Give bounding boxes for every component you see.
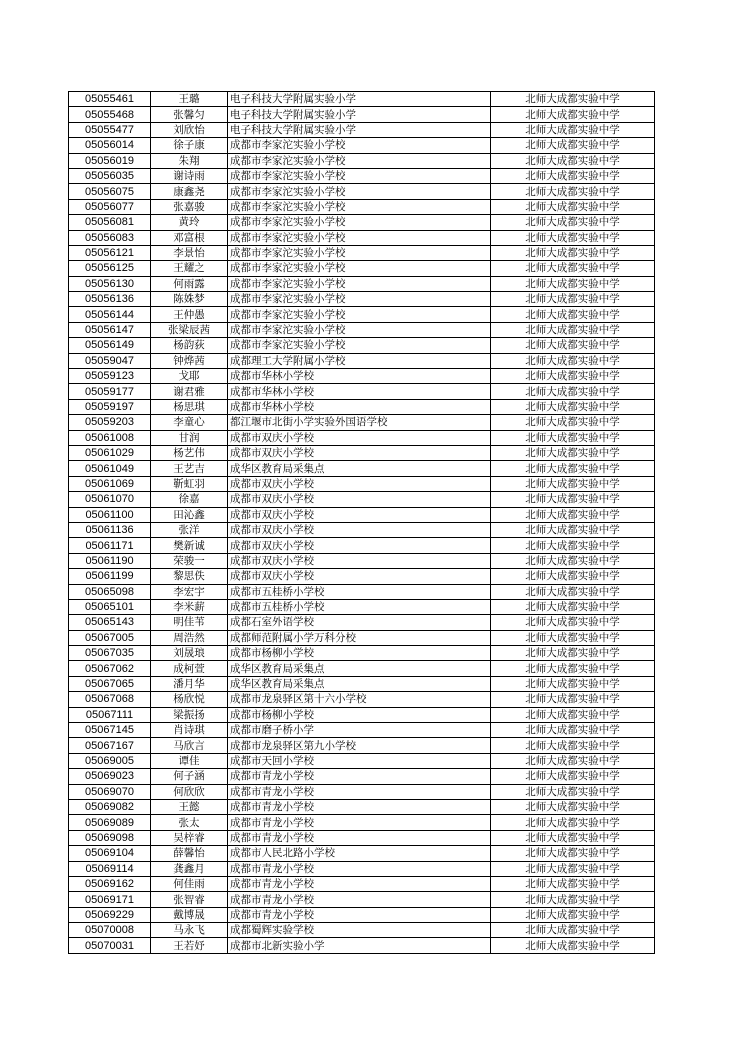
- admitted-school-cell: 北师大成都实验中学: [491, 276, 655, 291]
- student-id-cell: 05056121: [69, 245, 151, 260]
- admitted-school-cell: 北师大成都实验中学: [491, 261, 655, 276]
- table-row: [69, 384, 655, 399]
- student-id-cell: 05055468: [69, 107, 151, 122]
- admitted-school-cell: 北师大成都实验中学: [491, 815, 655, 830]
- table-row: [69, 753, 655, 768]
- table-row: [69, 938, 655, 953]
- admitted-school-cell: 北师大成都实验中学: [491, 522, 655, 537]
- student-id-cell: 05059047: [69, 353, 151, 368]
- admitted-school-cell: 北师大成都实验中学: [491, 569, 655, 584]
- primary-school-cell: 成都市双庆小学校: [228, 553, 491, 568]
- student-name-cell: 何欣欣: [151, 784, 228, 799]
- table-row: [69, 538, 655, 553]
- student-name-cell: 杨欣悦: [151, 692, 228, 707]
- table-row: [69, 353, 655, 368]
- admitted-school-cell: 北师大成都实验中学: [491, 538, 655, 553]
- student-id-cell: 05056077: [69, 199, 151, 214]
- admitted-school-cell: 北师大成都实验中学: [491, 199, 655, 214]
- table-row: [69, 445, 655, 460]
- admitted-school-cell: 北师大成都实验中学: [491, 661, 655, 676]
- admitted-school-cell: 北师大成都实验中学: [491, 646, 655, 661]
- student-name-cell: 梁振扬: [151, 707, 228, 722]
- table-row: [69, 168, 655, 183]
- admitted-school-cell: 北师大成都实验中学: [491, 184, 655, 199]
- student-name-cell: 李宏宇: [151, 584, 228, 599]
- table-row: [69, 615, 655, 630]
- table-row: [69, 553, 655, 568]
- student-name-cell: 张馨匀: [151, 107, 228, 122]
- admitted-school-cell: 北师大成都实验中学: [491, 630, 655, 645]
- primary-school-cell: 成都市青龙小学校: [228, 784, 491, 799]
- student-id-cell: 05055477: [69, 122, 151, 137]
- student-name-cell: 田沁鑫: [151, 507, 228, 522]
- primary-school-cell: 成都市李家沱实验小学校: [228, 168, 491, 183]
- primary-school-cell: 成都市双庆小学校: [228, 507, 491, 522]
- student-name-cell: 康鑫尧: [151, 184, 228, 199]
- student-id-cell: 05056014: [69, 138, 151, 153]
- student-id-cell: 05069114: [69, 861, 151, 876]
- primary-school-cell: 成都市双庆小学校: [228, 522, 491, 537]
- admitted-school-cell: 北师大成都实验中学: [491, 692, 655, 707]
- admitted-school-cell: 北师大成都实验中学: [491, 168, 655, 183]
- student-name-cell: 何佳雨: [151, 876, 228, 891]
- table-row: [69, 907, 655, 922]
- primary-school-cell: 电子科技大学附属实验小学: [228, 92, 491, 107]
- primary-school-cell: 成都市青龙小学校: [228, 876, 491, 891]
- primary-school-cell: 成都市李家沱实验小学校: [228, 153, 491, 168]
- admitted-school-cell: 北师大成都实验中学: [491, 92, 655, 107]
- table-row: [69, 522, 655, 537]
- admitted-school-cell: 北师大成都实验中学: [491, 445, 655, 460]
- student-name-cell: 张嘉骏: [151, 199, 228, 214]
- table-row: [69, 815, 655, 830]
- table-row: [69, 184, 655, 199]
- student-id-cell: 05061069: [69, 476, 151, 491]
- student-name-cell: 杨思琪: [151, 399, 228, 414]
- primary-school-cell: 成都理工大学附属小学校: [228, 353, 491, 368]
- student-id-cell: 05056147: [69, 322, 151, 337]
- student-name-cell: 王若妤: [151, 938, 228, 953]
- student-id-cell: 05065101: [69, 599, 151, 614]
- student-id-cell: 05059123: [69, 369, 151, 384]
- admitted-school-cell: 北师大成都实验中学: [491, 584, 655, 599]
- table-row: [69, 476, 655, 491]
- table-row: [69, 322, 655, 337]
- admitted-school-cell: 北师大成都实验中学: [491, 830, 655, 845]
- student-id-cell: 05061199: [69, 569, 151, 584]
- admitted-school-cell: 北师大成都实验中学: [491, 769, 655, 784]
- table-row: [69, 846, 655, 861]
- primary-school-cell: 成都市双庆小学校: [228, 430, 491, 445]
- student-id-cell: 05056019: [69, 153, 151, 168]
- admitted-school-cell: 北师大成都实验中学: [491, 923, 655, 938]
- admitted-school-cell: 北师大成都实验中学: [491, 753, 655, 768]
- primary-school-cell: 成都市华林小学校: [228, 369, 491, 384]
- table-row: [69, 784, 655, 799]
- admitted-school-cell: 北师大成都实验中学: [491, 461, 655, 476]
- admitted-school-cell: 北师大成都实验中学: [491, 322, 655, 337]
- table-row: [69, 338, 655, 353]
- student-name-cell: 黎思佚: [151, 569, 228, 584]
- admitted-school-cell: 北师大成都实验中学: [491, 292, 655, 307]
- student-name-cell: 荣骏一: [151, 553, 228, 568]
- student-name-cell: 刘欣怡: [151, 122, 228, 137]
- student-name-cell: 潘月华: [151, 676, 228, 691]
- admitted-school-cell: 北师大成都实验中学: [491, 907, 655, 922]
- student-name-cell: 周浩然: [151, 630, 228, 645]
- admitted-school-cell: 北师大成都实验中学: [491, 215, 655, 230]
- primary-school-cell: 成都市李家沱实验小学校: [228, 215, 491, 230]
- student-id-cell: 05067068: [69, 692, 151, 707]
- admitted-school-cell: 北师大成都实验中学: [491, 861, 655, 876]
- admitted-school-cell: 北师大成都实验中学: [491, 846, 655, 861]
- student-id-cell: 05056149: [69, 338, 151, 353]
- student-name-cell: 张洋: [151, 522, 228, 537]
- student-id-cell: 05069005: [69, 753, 151, 768]
- primary-school-cell: 成都市双庆小学校: [228, 445, 491, 460]
- primary-school-cell: 成都市青龙小学校: [228, 799, 491, 814]
- table-row: [69, 430, 655, 445]
- student-id-cell: 05065143: [69, 615, 151, 630]
- primary-school-cell: 成都市双庆小学校: [228, 569, 491, 584]
- admitted-school-cell: 北师大成都实验中学: [491, 476, 655, 491]
- primary-school-cell: 成华区教育局采集点: [228, 661, 491, 676]
- student-name-cell: 王仲愚: [151, 307, 228, 322]
- student-name-cell: 黄玲: [151, 215, 228, 230]
- primary-school-cell: 成都市双庆小学校: [228, 476, 491, 491]
- table-row: [69, 199, 655, 214]
- student-id-cell: 05069098: [69, 830, 151, 845]
- student-name-cell: 肖诗琪: [151, 723, 228, 738]
- student-id-cell: 05056035: [69, 168, 151, 183]
- primary-school-cell: 成都市五桂桥小学校: [228, 584, 491, 599]
- student-id-cell: 05061100: [69, 507, 151, 522]
- student-name-cell: 刘晟琅: [151, 646, 228, 661]
- table-row: [69, 692, 655, 707]
- primary-school-cell: 成华区教育局采集点: [228, 676, 491, 691]
- student-name-cell: 徐嘉: [151, 492, 228, 507]
- student-id-cell: 05056136: [69, 292, 151, 307]
- student-id-cell: 05061049: [69, 461, 151, 476]
- admitted-school-cell: 北师大成都实验中学: [491, 938, 655, 953]
- student-id-cell: 05056083: [69, 230, 151, 245]
- admitted-school-cell: 北师大成都实验中学: [491, 245, 655, 260]
- primary-school-cell: 成都市李家沱实验小学校: [228, 184, 491, 199]
- student-id-cell: 05067065: [69, 676, 151, 691]
- primary-school-cell: 成都市李家沱实验小学校: [228, 307, 491, 322]
- table-row: [69, 415, 655, 430]
- primary-school-cell: 成都市李家沱实验小学校: [228, 276, 491, 291]
- student-id-cell: 05061171: [69, 538, 151, 553]
- table-row: [69, 923, 655, 938]
- student-id-cell: 05067005: [69, 630, 151, 645]
- student-name-cell: 靳虹羽: [151, 476, 228, 491]
- student-name-cell: 谭佳: [151, 753, 228, 768]
- primary-school-cell: 成都市李家沱实验小学校: [228, 338, 491, 353]
- admitted-school-cell: 北师大成都实验中学: [491, 799, 655, 814]
- primary-school-cell: 成都市青龙小学校: [228, 769, 491, 784]
- student-name-cell: 谢诗雨: [151, 168, 228, 183]
- table-row: [69, 799, 655, 814]
- primary-school-cell: 成都市华林小学校: [228, 399, 491, 414]
- primary-school-cell: 成都市青龙小学校: [228, 907, 491, 922]
- student-id-cell: 05069171: [69, 892, 151, 907]
- admitted-school-cell: 北师大成都实验中学: [491, 615, 655, 630]
- student-name-cell: 何雨露: [151, 276, 228, 291]
- admitted-school-cell: 北师大成都实验中学: [491, 415, 655, 430]
- primary-school-cell: 成都市杨柳小学校: [228, 646, 491, 661]
- student-id-cell: 05059197: [69, 399, 151, 414]
- student-id-cell: 05069162: [69, 876, 151, 891]
- table-row: [69, 92, 655, 107]
- table-row: [69, 723, 655, 738]
- student-name-cell: 戴博晟: [151, 907, 228, 922]
- student-name-cell: 成柯萱: [151, 661, 228, 676]
- student-id-cell: 05070031: [69, 938, 151, 953]
- admitted-school-cell: 北师大成都实验中学: [491, 876, 655, 891]
- admitted-school-cell: 北师大成都实验中学: [491, 122, 655, 137]
- table-row: [69, 153, 655, 168]
- student-name-cell: 张太: [151, 815, 228, 830]
- table-row: [69, 245, 655, 260]
- student-id-cell: 05069089: [69, 815, 151, 830]
- admitted-school-cell: 北师大成都实验中学: [491, 307, 655, 322]
- student-name-cell: 何子涵: [151, 769, 228, 784]
- admitted-school-cell: 北师大成都实验中学: [491, 107, 655, 122]
- primary-school-cell: 成都市李家沱实验小学校: [228, 245, 491, 260]
- student-name-cell: 王懿: [151, 799, 228, 814]
- table-row: [69, 399, 655, 414]
- student-name-cell: 王艺吉: [151, 461, 228, 476]
- student-id-cell: 05056144: [69, 307, 151, 322]
- student-id-cell: 05056130: [69, 276, 151, 291]
- table-row: [69, 646, 655, 661]
- admitted-school-cell: 北师大成都实验中学: [491, 599, 655, 614]
- primary-school-cell: 电子科技大学附属实验小学: [228, 107, 491, 122]
- primary-school-cell: 成都市李家沱实验小学校: [228, 322, 491, 337]
- primary-school-cell: 成都市青龙小学校: [228, 861, 491, 876]
- table-row: [69, 138, 655, 153]
- student-name-cell: 李童心: [151, 415, 228, 430]
- table-row: [69, 230, 655, 245]
- primary-school-cell: 成华区教育局采集点: [228, 461, 491, 476]
- table-row: [69, 707, 655, 722]
- student-id-cell: 05069023: [69, 769, 151, 784]
- primary-school-cell: 成都市李家沱实验小学校: [228, 199, 491, 214]
- primary-school-cell: 成都市李家沱实验小学校: [228, 230, 491, 245]
- primary-school-cell: 成都石室外语学校: [228, 615, 491, 630]
- student-name-cell: 徐子康: [151, 138, 228, 153]
- primary-school-cell: 成都市李家沱实验小学校: [228, 261, 491, 276]
- admitted-school-cell: 北师大成都实验中学: [491, 353, 655, 368]
- student-name-cell: 戈耶: [151, 369, 228, 384]
- table-row: [69, 261, 655, 276]
- primary-school-cell: 成都市双庆小学校: [228, 492, 491, 507]
- student-name-cell: 甘润: [151, 430, 228, 445]
- student-id-cell: 05069082: [69, 799, 151, 814]
- student-table: [68, 91, 655, 954]
- student-id-cell: 05056075: [69, 184, 151, 199]
- student-id-cell: 05069229: [69, 907, 151, 922]
- admitted-school-cell: 北师大成都实验中学: [491, 738, 655, 753]
- table-row: [69, 738, 655, 753]
- student-name-cell: 邓富根: [151, 230, 228, 245]
- student-name-cell: 明佳苇: [151, 615, 228, 630]
- student-id-cell: 05055461: [69, 92, 151, 107]
- admitted-school-cell: 北师大成都实验中学: [491, 553, 655, 568]
- student-name-cell: 李景怡: [151, 245, 228, 260]
- student-name-cell: 王耀之: [151, 261, 228, 276]
- student-id-cell: 05061070: [69, 492, 151, 507]
- table-row: [69, 276, 655, 291]
- primary-school-cell: 电子科技大学附属实验小学: [228, 122, 491, 137]
- table-row: [69, 492, 655, 507]
- table-row: [69, 307, 655, 322]
- primary-school-cell: 成都市青龙小学校: [228, 815, 491, 830]
- table-row: [69, 215, 655, 230]
- admitted-school-cell: 北师大成都实验中学: [491, 784, 655, 799]
- primary-school-cell: 成都蜀辉实验学校: [228, 923, 491, 938]
- student-id-cell: 05061008: [69, 430, 151, 445]
- student-name-cell: 朱翔: [151, 153, 228, 168]
- student-id-cell: 05067145: [69, 723, 151, 738]
- primary-school-cell: 成都市人民北路小学校: [228, 846, 491, 861]
- admitted-school-cell: 北师大成都实验中学: [491, 369, 655, 384]
- admitted-school-cell: 北师大成都实验中学: [491, 153, 655, 168]
- student-id-cell: 05067111: [69, 707, 151, 722]
- table-row: [69, 292, 655, 307]
- student-id-cell: 05065098: [69, 584, 151, 599]
- primary-school-cell: 成都市五桂桥小学校: [228, 599, 491, 614]
- student-name-cell: 马永飞: [151, 923, 228, 938]
- table-row: [69, 861, 655, 876]
- table-row: [69, 769, 655, 784]
- student-id-cell: 05061029: [69, 445, 151, 460]
- student-name-cell: 李米薪: [151, 599, 228, 614]
- student-name-cell: 杨艺伟: [151, 445, 228, 460]
- student-id-cell: 05059177: [69, 384, 151, 399]
- primary-school-cell: 成都市双庆小学校: [228, 538, 491, 553]
- admitted-school-cell: 北师大成都实验中学: [491, 507, 655, 522]
- primary-school-cell: 成都市杨柳小学校: [228, 707, 491, 722]
- student-name-cell: 马欣言: [151, 738, 228, 753]
- admitted-school-cell: 北师大成都实验中学: [491, 230, 655, 245]
- primary-school-cell: 成都市华林小学校: [228, 384, 491, 399]
- primary-school-cell: 成都市天回小学校: [228, 753, 491, 768]
- primary-school-cell: 成都市李家沱实验小学校: [228, 292, 491, 307]
- student-name-cell: 杨韵荻: [151, 338, 228, 353]
- student-id-cell: 05069070: [69, 784, 151, 799]
- table-row: [69, 892, 655, 907]
- table-row: [69, 676, 655, 691]
- primary-school-cell: 都江堰市北街小学实验外国语学校: [228, 415, 491, 430]
- student-id-cell: 05069104: [69, 846, 151, 861]
- student-id-cell: 05056081: [69, 215, 151, 230]
- primary-school-cell: 成都市龙泉驿区第十六小学校: [228, 692, 491, 707]
- student-table-body: [69, 92, 655, 954]
- primary-school-cell: 成都市李家沱实验小学校: [228, 138, 491, 153]
- student-name-cell: 薛馨怡: [151, 846, 228, 861]
- table-row: [69, 122, 655, 137]
- primary-school-cell: 成都市磨子桥小学: [228, 723, 491, 738]
- student-id-cell: 05067062: [69, 661, 151, 676]
- table-row: [69, 507, 655, 522]
- admitted-school-cell: 北师大成都实验中学: [491, 892, 655, 907]
- admitted-school-cell: 北师大成都实验中学: [491, 399, 655, 414]
- table-row: [69, 584, 655, 599]
- primary-school-cell: 成都师范附属小学万科分校: [228, 630, 491, 645]
- student-id-cell: 05061190: [69, 553, 151, 568]
- student-name-cell: 王璐: [151, 92, 228, 107]
- table-row: [69, 569, 655, 584]
- student-name-cell: 张智睿: [151, 892, 228, 907]
- student-id-cell: 05056125: [69, 261, 151, 276]
- student-name-cell: 樊新诚: [151, 538, 228, 553]
- table-row: [69, 661, 655, 676]
- student-name-cell: 钟烨茜: [151, 353, 228, 368]
- student-name-cell: 吴梓睿: [151, 830, 228, 845]
- student-name-cell: 陈姝梦: [151, 292, 228, 307]
- table-row: [69, 461, 655, 476]
- admitted-school-cell: 北师大成都实验中学: [491, 723, 655, 738]
- admitted-school-cell: 北师大成都实验中学: [491, 430, 655, 445]
- admitted-school-cell: 北师大成都实验中学: [491, 492, 655, 507]
- admitted-school-cell: 北师大成都实验中学: [491, 138, 655, 153]
- primary-school-cell: 成都市青龙小学校: [228, 892, 491, 907]
- student-name-cell: 张梁辰茜: [151, 322, 228, 337]
- admitted-school-cell: 北师大成都实验中学: [491, 707, 655, 722]
- primary-school-cell: 成都市北新实验小学: [228, 938, 491, 953]
- primary-school-cell: 成都市青龙小学校: [228, 830, 491, 845]
- primary-school-cell: 成都市龙泉驿区第九小学校: [228, 738, 491, 753]
- admitted-school-cell: 北师大成都实验中学: [491, 338, 655, 353]
- table-row: [69, 830, 655, 845]
- table-row: [69, 107, 655, 122]
- table-row: [69, 599, 655, 614]
- student-name-cell: 谢君雅: [151, 384, 228, 399]
- student-id-cell: 05067167: [69, 738, 151, 753]
- table-row: [69, 876, 655, 891]
- admitted-school-cell: 北师大成都实验中学: [491, 676, 655, 691]
- student-id-cell: 05059203: [69, 415, 151, 430]
- student-id-cell: 05061136: [69, 522, 151, 537]
- student-id-cell: 05070008: [69, 923, 151, 938]
- admitted-school-cell: 北师大成都实验中学: [491, 384, 655, 399]
- student-name-cell: 龚鑫月: [151, 861, 228, 876]
- table-row: [69, 369, 655, 384]
- table-row: [69, 630, 655, 645]
- student-id-cell: 05067035: [69, 646, 151, 661]
